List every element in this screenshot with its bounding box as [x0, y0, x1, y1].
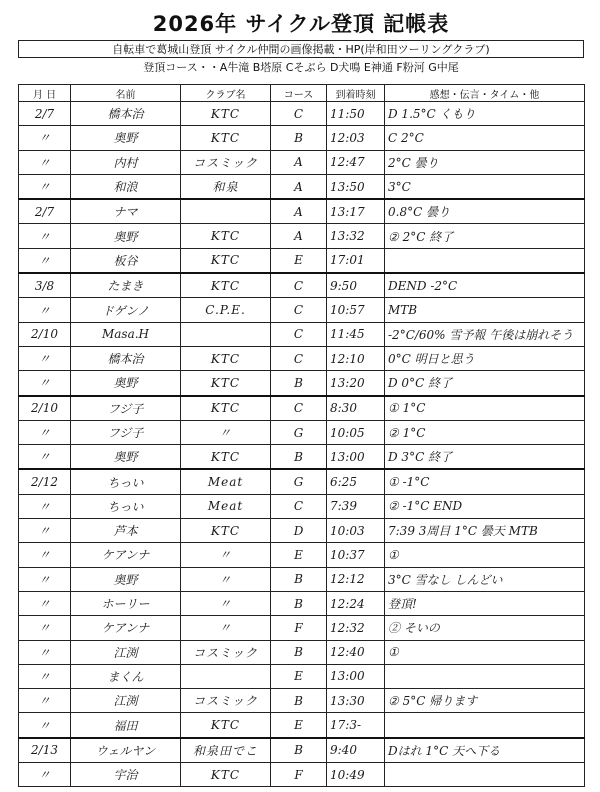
table-row — [19, 126, 585, 150]
row-time: 9:40 — [327, 738, 385, 763]
row-time: 12:12 — [327, 567, 385, 591]
table-row — [19, 763, 585, 787]
row-name: ケアンナ — [71, 543, 181, 567]
row-date: 〃 — [19, 126, 71, 150]
row-name: ウェルヤン — [71, 738, 181, 763]
row-club: KTC — [181, 396, 271, 421]
row-course: C — [271, 273, 327, 298]
row-course: C — [271, 298, 327, 322]
row-time: 17:01 — [327, 248, 385, 273]
row-time: 11:50 — [327, 102, 385, 126]
row-date: 〃 — [19, 346, 71, 370]
row-time: 8:30 — [327, 396, 385, 421]
row-club: コスミック — [181, 640, 271, 664]
row-club: KTC — [181, 248, 271, 273]
row-date: 〃 — [19, 150, 71, 174]
row-note: ① 1°C — [385, 396, 585, 421]
table-row — [19, 713, 585, 738]
row-club: KTC — [181, 763, 271, 787]
row-note: MTB — [385, 298, 585, 322]
table-row — [19, 322, 585, 346]
row-club: KTC — [181, 371, 271, 396]
row-date: 2/10 — [19, 322, 71, 346]
page-subtitle: 自転車で葛城山登頂 サイクル仲間の画像掲載・HP(岸和田ツーリングクラブ) — [18, 40, 584, 58]
row-time: 10:05 — [327, 420, 385, 444]
row-name: フジ子 — [71, 420, 181, 444]
row-course: B — [271, 640, 327, 664]
row-name: ちっい — [71, 469, 181, 494]
table-row — [19, 396, 585, 421]
table-row — [19, 445, 585, 470]
row-date: 〃 — [19, 371, 71, 396]
row-date: 2/10 — [19, 396, 71, 421]
table-row — [19, 567, 585, 591]
row-course: A — [271, 199, 327, 224]
row-course: A — [271, 150, 327, 174]
row-time: 12:24 — [327, 591, 385, 615]
row-date: 2/7 — [19, 199, 71, 224]
row-note: ② 1°C — [385, 420, 585, 444]
row-note: 7:39 3周目 1°C 曇天 MTB — [385, 519, 585, 543]
row-time: 12:40 — [327, 640, 385, 664]
row-date: 〃 — [19, 298, 71, 322]
row-name: 奥野 — [71, 224, 181, 248]
row-note — [385, 713, 585, 738]
table-row — [19, 371, 585, 396]
row-time: 12:32 — [327, 616, 385, 640]
row-time: 13:20 — [327, 371, 385, 396]
row-course: E — [271, 713, 327, 738]
table-row — [19, 640, 585, 664]
row-name: 江渕 — [71, 689, 181, 713]
row-time: 9:50 — [327, 273, 385, 298]
row-course: E — [271, 248, 327, 273]
header-club: クラブ名 — [181, 85, 271, 102]
row-note: D 3°C 終了 — [385, 445, 585, 470]
row-course: C — [271, 322, 327, 346]
row-note — [385, 763, 585, 787]
row-name: ちっい — [71, 494, 181, 518]
row-note: 3°C — [385, 174, 585, 199]
row-note: 0°C 明日と思う — [385, 346, 585, 370]
row-course: G — [271, 420, 327, 444]
row-course: B — [271, 738, 327, 763]
row-name: まくん — [71, 664, 181, 688]
row-name: 板谷 — [71, 248, 181, 273]
row-name: 橋本治 — [71, 102, 181, 126]
row-name: 江渕 — [71, 640, 181, 664]
row-date: 〃 — [19, 640, 71, 664]
course-legend: 登頂コース・・A牛滝 B塔原 Cそぶら D犬鳴 E神通 F粉河 G中尾 — [143, 61, 459, 74]
row-date: 3/8 — [19, 273, 71, 298]
row-course: C — [271, 346, 327, 370]
row-name: ケアンナ — [71, 616, 181, 640]
row-date: 〃 — [19, 248, 71, 273]
row-time: 17:3- — [327, 713, 385, 738]
row-club: KTC — [181, 224, 271, 248]
row-note: Dはれ 1°C 天へ下る — [385, 738, 585, 763]
row-club: Meat — [181, 494, 271, 518]
row-time: 12:10 — [327, 346, 385, 370]
row-course: E — [271, 664, 327, 688]
row-club: KTC — [181, 713, 271, 738]
row-note: DEND -2°C — [385, 273, 585, 298]
row-note: D 1.5°C くもり — [385, 102, 585, 126]
table-row — [19, 298, 585, 322]
row-date: 2/13 — [19, 738, 71, 763]
table-row — [19, 519, 585, 543]
row-note: 登頂! — [385, 591, 585, 615]
table-row — [19, 150, 585, 174]
table-row — [19, 224, 585, 248]
row-note: D 0°C 終了 — [385, 371, 585, 396]
row-time: 13:32 — [327, 224, 385, 248]
table-row — [19, 689, 585, 713]
row-date: 〃 — [19, 543, 71, 567]
row-date: 〃 — [19, 420, 71, 444]
row-club: コスミック — [181, 689, 271, 713]
row-course: B — [271, 689, 327, 713]
row-club: C.P.E. — [181, 298, 271, 322]
row-course: B — [271, 445, 327, 470]
row-name: 福田 — [71, 713, 181, 738]
table-row — [19, 543, 585, 567]
row-club: 和泉田でこ — [181, 738, 271, 763]
row-time: 13:50 — [327, 174, 385, 199]
row-date: 〃 — [19, 713, 71, 738]
table-row — [19, 420, 585, 444]
row-course: G — [271, 469, 327, 494]
table-row — [19, 199, 585, 224]
row-club: KTC — [181, 519, 271, 543]
row-date: 〃 — [19, 664, 71, 688]
row-date: 〃 — [19, 174, 71, 199]
table-header-row — [19, 85, 585, 102]
row-course: A — [271, 174, 327, 199]
row-time: 10:49 — [327, 763, 385, 787]
row-course: B — [271, 371, 327, 396]
row-course: D — [271, 519, 327, 543]
row-time: 12:47 — [327, 150, 385, 174]
row-date: 〃 — [19, 689, 71, 713]
row-name: 橋本治 — [71, 346, 181, 370]
row-time: 10:03 — [327, 519, 385, 543]
table-row — [19, 248, 585, 273]
header-name: 名前 — [71, 85, 181, 102]
row-course: F — [271, 616, 327, 640]
page-title: 2026年 サイクル登頂 記帳表 — [152, 12, 450, 36]
log-table — [18, 84, 585, 787]
row-name: 宇治 — [71, 763, 181, 787]
table-row — [19, 591, 585, 615]
row-course: C — [271, 396, 327, 421]
row-club: KTC — [181, 445, 271, 470]
row-club: KTC — [181, 126, 271, 150]
row-date: 〃 — [19, 519, 71, 543]
row-name: 和浪 — [71, 174, 181, 199]
row-course: A — [271, 224, 327, 248]
row-course: C — [271, 102, 327, 126]
row-date: 〃 — [19, 616, 71, 640]
row-name: 内村 — [71, 150, 181, 174]
row-club: Meat — [181, 469, 271, 494]
row-note: 0.8°C 曇り — [385, 199, 585, 224]
table-row — [19, 616, 585, 640]
row-course: E — [271, 543, 327, 567]
row-note: ② -1°C END — [385, 494, 585, 518]
table-row — [19, 273, 585, 298]
row-club: 和泉 — [181, 174, 271, 199]
row-club — [181, 664, 271, 688]
row-note: C 2°C — [385, 126, 585, 150]
row-course: B — [271, 591, 327, 615]
row-time: 10:57 — [327, 298, 385, 322]
row-name: フジ子 — [71, 396, 181, 421]
row-date: 2/7 — [19, 102, 71, 126]
row-name: 奥野 — [71, 567, 181, 591]
row-date: 〃 — [19, 591, 71, 615]
row-time: 13:30 — [327, 689, 385, 713]
row-club — [181, 322, 271, 346]
header-time: 到着時刻 — [327, 85, 385, 102]
row-note: 2°C 曇り — [385, 150, 585, 174]
row-course: F — [271, 763, 327, 787]
table-row — [19, 469, 585, 494]
row-date: 〃 — [19, 763, 71, 787]
row-club: KTC — [181, 273, 271, 298]
row-note: ② そいの — [385, 616, 585, 640]
row-club — [181, 199, 271, 224]
row-club: 〃 — [181, 420, 271, 444]
row-note: ① -1°C — [385, 469, 585, 494]
row-club: 〃 — [181, 591, 271, 615]
row-note — [385, 248, 585, 273]
row-time: 7:39 — [327, 494, 385, 518]
row-name: ホーリー — [71, 591, 181, 615]
row-date: 2/12 — [19, 469, 71, 494]
row-club: コスミック — [181, 150, 271, 174]
row-name: Masa.H — [71, 322, 181, 346]
header-note: 感想・伝言・タイム・他 — [385, 85, 585, 102]
row-club: 〃 — [181, 543, 271, 567]
table-row — [19, 664, 585, 688]
row-name: ナマ — [71, 199, 181, 224]
row-note: ① — [385, 543, 585, 567]
row-time: 10:37 — [327, 543, 385, 567]
row-course: B — [271, 567, 327, 591]
row-name: ドゲンノ — [71, 298, 181, 322]
row-course: C — [271, 494, 327, 518]
row-name: 奥野 — [71, 371, 181, 396]
table-row — [19, 174, 585, 199]
row-name: たまき — [71, 273, 181, 298]
row-time: 11:45 — [327, 322, 385, 346]
row-note: ① — [385, 640, 585, 664]
row-date: 〃 — [19, 494, 71, 518]
table-row — [19, 738, 585, 763]
row-name: 奥野 — [71, 126, 181, 150]
row-club: KTC — [181, 102, 271, 126]
header-date: 月 日 — [19, 85, 71, 102]
row-note: 3°C 雪なし しんどい — [385, 567, 585, 591]
row-note: ② 5°C 帰ります — [385, 689, 585, 713]
row-name: 芦本 — [71, 519, 181, 543]
row-club: 〃 — [181, 616, 271, 640]
row-note: ② 2°C 終了 — [385, 224, 585, 248]
table-row — [19, 494, 585, 518]
row-note — [385, 664, 585, 688]
row-time: 6:25 — [327, 469, 385, 494]
table-row — [19, 346, 585, 370]
row-date: 〃 — [19, 445, 71, 470]
row-time: 13:00 — [327, 664, 385, 688]
row-note: -2°C/60% 雪予報 午後は崩れそう — [385, 322, 585, 346]
row-date: 〃 — [19, 224, 71, 248]
logbook-sheet — [18, 10, 584, 790]
row-club: 〃 — [181, 567, 271, 591]
row-course: B — [271, 126, 327, 150]
row-club: KTC — [181, 346, 271, 370]
row-name: 奥野 — [71, 445, 181, 470]
header-course: コース — [271, 85, 327, 102]
row-date: 〃 — [19, 567, 71, 591]
row-time: 13:17 — [327, 199, 385, 224]
row-time: 13:00 — [327, 445, 385, 470]
row-time: 12:03 — [327, 126, 385, 150]
table-row — [19, 102, 585, 126]
